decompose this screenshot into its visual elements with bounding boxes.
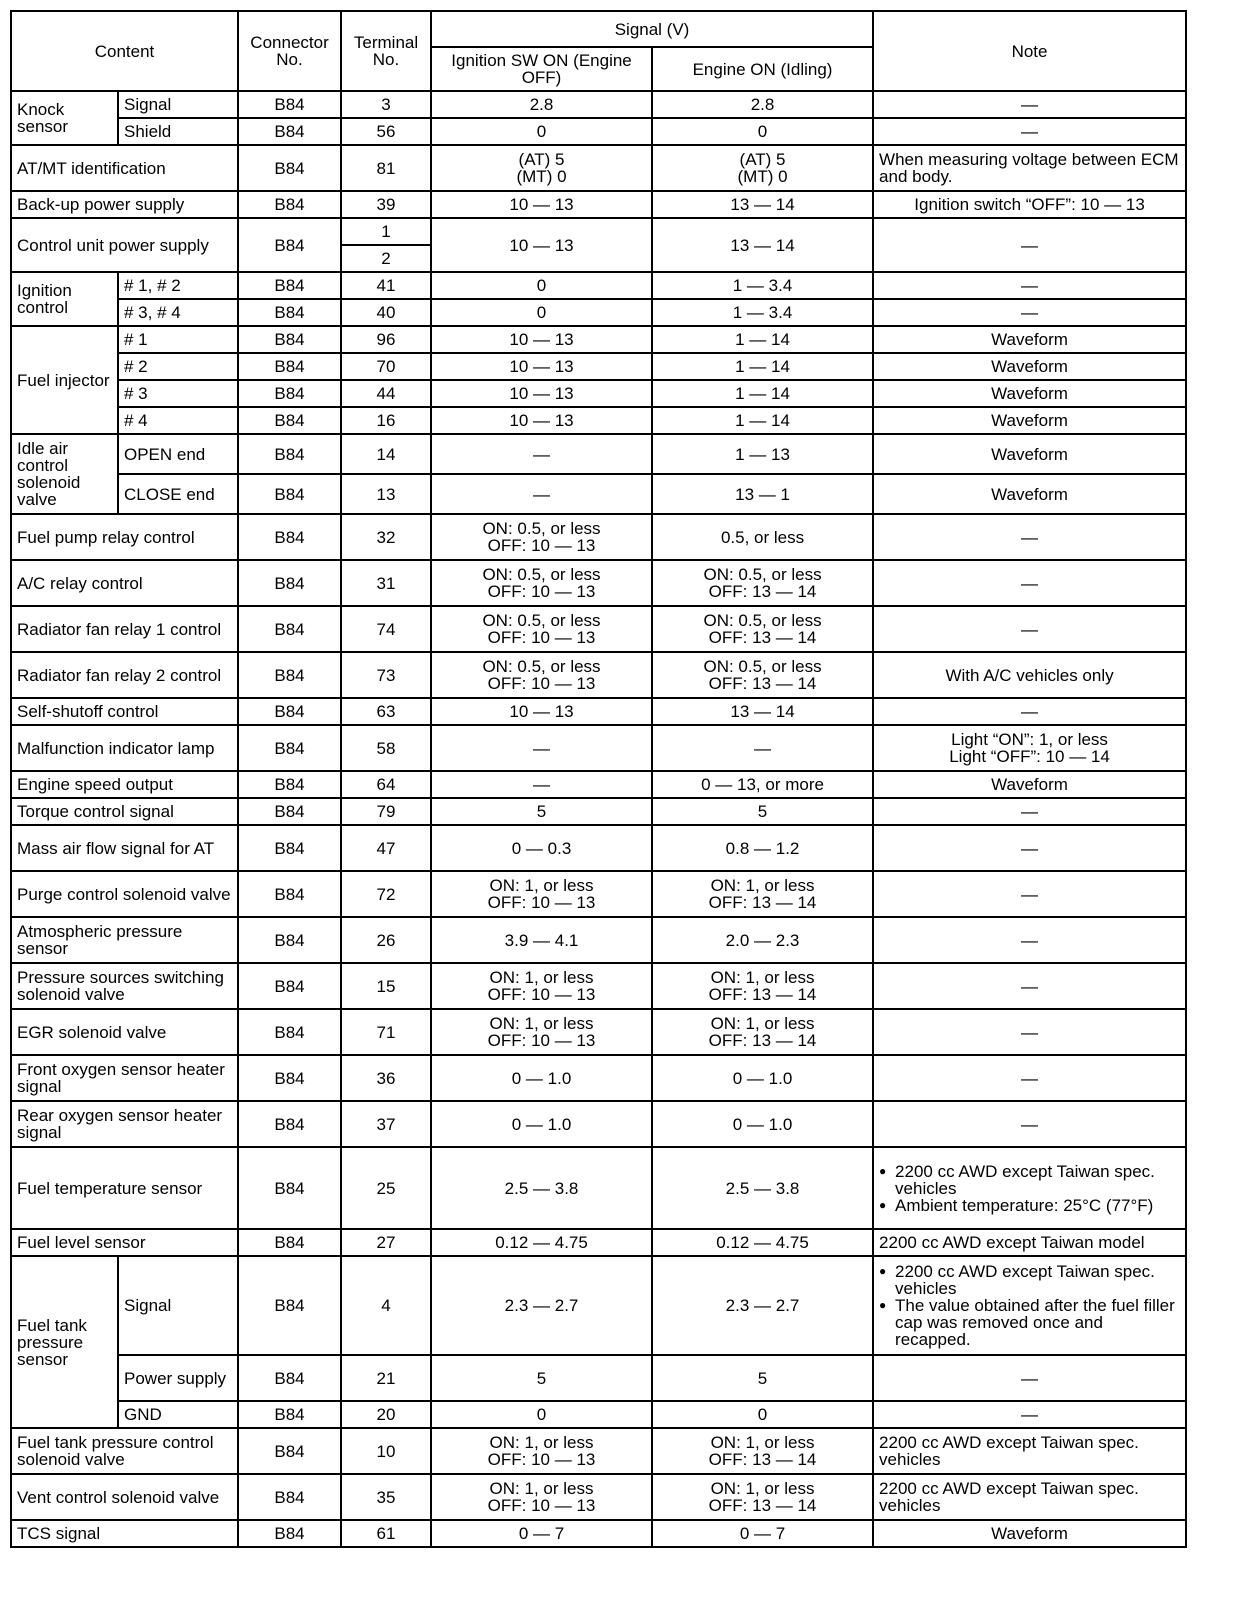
- terminal-cell: 39: [341, 191, 431, 218]
- terminal-cell: 20: [341, 1401, 431, 1428]
- ignition-on-value: 0 — 7: [431, 1520, 652, 1547]
- connector-cell: B84: [238, 771, 341, 798]
- engine-on-value: 2.5 — 3.8: [652, 1147, 873, 1229]
- connector-cell: B84: [238, 1355, 341, 1401]
- table-row: [11, 1229, 1186, 1256]
- table-row: [11, 1256, 1186, 1355]
- connector-cell: B84: [238, 652, 341, 698]
- content-cell: Engine speed output: [11, 771, 238, 798]
- table-row: [11, 218, 1186, 245]
- note-cell: —: [873, 698, 1186, 725]
- note-cell: —: [873, 299, 1186, 326]
- ignition-on-value: 0: [431, 299, 652, 326]
- group-cell: Knock sensor: [11, 91, 118, 145]
- table-row: [11, 825, 1186, 871]
- sub-item-cell: Power supply: [118, 1355, 238, 1401]
- header-engine-on: Engine ON (Idling): [652, 47, 873, 91]
- table-row: [11, 1474, 1186, 1520]
- engine-on-value: 1 — 13: [652, 434, 873, 474]
- ignition-on-value: 2.3 — 2.7: [431, 1256, 652, 1355]
- engine-on-value: 13 — 14: [652, 218, 873, 272]
- ignition-on-value: 0 — 1.0: [431, 1101, 652, 1147]
- group-cell: Idle air control solenoid valve: [11, 434, 118, 514]
- ignition-on-value: 5: [431, 1355, 652, 1401]
- header-note: Note: [873, 11, 1186, 91]
- group-cell: Fuel injector: [11, 326, 118, 434]
- terminal-cell: 31: [341, 560, 431, 606]
- ecm-terminal-table: [10, 10, 1187, 1548]
- table-row: [11, 514, 1186, 560]
- terminal-cell: 16: [341, 407, 431, 434]
- note-list: [879, 1263, 1180, 1348]
- note-cell: —: [873, 606, 1186, 652]
- engine-on-value: ON: 1, or less OFF: 13 — 14: [652, 1428, 873, 1474]
- connector-cell: B84: [238, 1055, 341, 1101]
- sub-item-cell: # 3: [118, 380, 238, 407]
- terminal-cell: 56: [341, 118, 431, 145]
- connector-cell: B84: [238, 1101, 341, 1147]
- terminal-cell: 21: [341, 1355, 431, 1401]
- connector-cell: B84: [238, 272, 341, 299]
- note-cell: —: [873, 514, 1186, 560]
- terminal-cell: 4: [341, 1256, 431, 1355]
- connector-cell: B84: [238, 917, 341, 963]
- ignition-on-value: 0: [431, 1401, 652, 1428]
- connector-cell: B84: [238, 434, 341, 474]
- connector-cell: B84: [238, 606, 341, 652]
- note-cell: —: [873, 825, 1186, 871]
- ignition-on-value: (AT) 5 (MT) 0: [431, 145, 652, 191]
- content-cell: TCS signal: [11, 1520, 238, 1547]
- table-row: [11, 407, 1186, 434]
- terminal-cell: 40: [341, 299, 431, 326]
- table-row: [11, 1401, 1186, 1428]
- terminal-cell: 41: [341, 272, 431, 299]
- terminal-cell: 72: [341, 871, 431, 917]
- ignition-on-value: ON: 1, or less OFF: 10 — 13: [431, 1428, 652, 1474]
- ignition-on-value: 5: [431, 798, 652, 825]
- note-cell: 2200 cc AWD except Taiwan spec. vehicles: [873, 1428, 1186, 1474]
- note-list-item: ● 2200 cc AWD except Taiwan spec. vehicles: [879, 1263, 1180, 1297]
- note-cell: Light “ON”: 1, or less Light “OFF”: 10 — 14: [873, 725, 1186, 771]
- sub-item-cell: GND: [118, 1401, 238, 1428]
- table-row: [11, 1009, 1186, 1055]
- table-row: [11, 606, 1186, 652]
- connector-cell: B84: [238, 353, 341, 380]
- table-row: [11, 1147, 1186, 1229]
- connector-cell: B84: [238, 118, 341, 145]
- engine-on-value: 13 — 1: [652, 474, 873, 514]
- note-cell: —: [873, 1009, 1186, 1055]
- note-cell: —: [873, 1101, 1186, 1147]
- terminal-cell: 2: [341, 245, 431, 272]
- note-cell: —: [873, 560, 1186, 606]
- sub-item-cell: # 4: [118, 407, 238, 434]
- ignition-on-value: —: [431, 725, 652, 771]
- content-cell: Fuel level sensor: [11, 1229, 238, 1256]
- connector-cell: B84: [238, 1428, 341, 1474]
- connector-cell: B84: [238, 963, 341, 1009]
- header-terminal-no: Terminal No.: [341, 11, 431, 91]
- ignition-on-value: ON: 1, or less OFF: 10 — 13: [431, 963, 652, 1009]
- terminal-cell: 14: [341, 434, 431, 474]
- content-cell: Malfunction indicator lamp: [11, 725, 238, 771]
- table-row: [11, 1055, 1186, 1101]
- table-header: [11, 11, 1186, 91]
- content-cell: Purge control solenoid valve: [11, 871, 238, 917]
- engine-on-value: ON: 1, or less OFF: 13 — 14: [652, 871, 873, 917]
- engine-on-value: 1 — 14: [652, 326, 873, 353]
- ignition-on-value: 10 — 13: [431, 698, 652, 725]
- ignition-on-value: 10 — 13: [431, 191, 652, 218]
- content-cell: Radiator fan relay 2 control: [11, 652, 238, 698]
- table-row: [11, 272, 1186, 299]
- ignition-on-value: 0 — 0.3: [431, 825, 652, 871]
- engine-on-value: 2.0 — 2.3: [652, 917, 873, 963]
- engine-on-value: (AT) 5 (MT) 0: [652, 145, 873, 191]
- engine-on-value: ON: 0.5, or less OFF: 13 — 14: [652, 652, 873, 698]
- connector-cell: B84: [238, 1229, 341, 1256]
- note-cell: Waveform: [873, 353, 1186, 380]
- engine-on-value: 0 — 13, or more: [652, 771, 873, 798]
- table-row: [11, 299, 1186, 326]
- content-cell: Control unit power supply: [11, 218, 238, 272]
- ignition-on-value: 10 — 13: [431, 326, 652, 353]
- note-cell: Waveform: [873, 1520, 1186, 1547]
- note-list-item: ● The value obtained after the fuel filler cap was removed once and recapped.: [879, 1297, 1180, 1348]
- ignition-on-value: 10 — 13: [431, 353, 652, 380]
- content-cell: EGR solenoid valve: [11, 1009, 238, 1055]
- sub-item-cell: # 3, # 4: [118, 299, 238, 326]
- ignition-on-value: ON: 1, or less OFF: 10 — 13: [431, 871, 652, 917]
- engine-on-value: 1 — 14: [652, 380, 873, 407]
- note-list-item: ● 2200 cc AWD except Taiwan spec. vehicles: [879, 1163, 1180, 1197]
- connector-cell: B84: [238, 1147, 341, 1229]
- content-cell: Atmospheric pressure sensor: [11, 917, 238, 963]
- terminal-cell: 79: [341, 798, 431, 825]
- connector-cell: B84: [238, 326, 341, 353]
- connector-cell: B84: [238, 91, 341, 118]
- engine-on-value: —: [652, 725, 873, 771]
- engine-on-value: 0: [652, 118, 873, 145]
- ignition-on-value: ON: 0.5, or less OFF: 10 — 13: [431, 652, 652, 698]
- header-ignition-sw-on: Ignition SW ON (Engine OFF): [431, 47, 652, 91]
- note-cell: When measuring voltage between ECM and body.: [873, 145, 1186, 191]
- connector-cell: B84: [238, 1520, 341, 1547]
- note-cell: With A/C vehicles only: [873, 652, 1186, 698]
- sub-item-cell: # 2: [118, 353, 238, 380]
- engine-on-value: 0.8 — 1.2: [652, 825, 873, 871]
- connector-cell: B84: [238, 299, 341, 326]
- sub-item-cell: # 1, # 2: [118, 272, 238, 299]
- connector-cell: B84: [238, 191, 341, 218]
- ignition-on-value: 0.12 — 4.75: [431, 1229, 652, 1256]
- header-connector-no: Connector No.: [238, 11, 341, 91]
- engine-on-value: ON: 1, or less OFF: 13 — 14: [652, 1009, 873, 1055]
- note-cell: —: [873, 118, 1186, 145]
- table-row: [11, 725, 1186, 771]
- content-cell: Mass air flow signal for AT: [11, 825, 238, 871]
- terminal-cell: 70: [341, 353, 431, 380]
- ignition-on-value: —: [431, 771, 652, 798]
- table-row: [11, 798, 1186, 825]
- terminal-cell: 73: [341, 652, 431, 698]
- table-row: [11, 326, 1186, 353]
- table-row: [11, 1101, 1186, 1147]
- connector-cell: B84: [238, 1256, 341, 1355]
- terminal-cell: 25: [341, 1147, 431, 1229]
- connector-cell: B84: [238, 1474, 341, 1520]
- note-list: [879, 1163, 1180, 1214]
- sub-item-cell: OPEN end: [118, 434, 238, 474]
- table-row: [11, 771, 1186, 798]
- table-row: [11, 145, 1186, 191]
- table-row: [11, 652, 1186, 698]
- engine-on-value: 5: [652, 1355, 873, 1401]
- note-cell: Waveform: [873, 326, 1186, 353]
- content-cell: Radiator fan relay 1 control: [11, 606, 238, 652]
- engine-on-value: 13 — 14: [652, 191, 873, 218]
- connector-cell: B84: [238, 1009, 341, 1055]
- terminal-cell: 64: [341, 771, 431, 798]
- terminal-cell: 37: [341, 1101, 431, 1147]
- header-content: Content: [11, 11, 238, 91]
- table-row: [11, 1355, 1186, 1401]
- ignition-on-value: 3.9 — 4.1: [431, 917, 652, 963]
- note-cell: —: [873, 1401, 1186, 1428]
- connector-cell: B84: [238, 825, 341, 871]
- content-cell: Fuel temperature sensor: [11, 1147, 238, 1229]
- note-cell: Waveform: [873, 771, 1186, 798]
- engine-on-value: 0.5, or less: [652, 514, 873, 560]
- group-cell: Fuel tank pressure sensor: [11, 1256, 118, 1428]
- connector-cell: B84: [238, 407, 341, 434]
- connector-cell: B84: [238, 798, 341, 825]
- engine-on-value: ON: 0.5, or less OFF: 13 — 14: [652, 606, 873, 652]
- engine-on-value: 2.3 — 2.7: [652, 1256, 873, 1355]
- connector-cell: B84: [238, 698, 341, 725]
- ignition-on-value: —: [431, 434, 652, 474]
- ignition-on-value: ON: 0.5, or less OFF: 10 — 13: [431, 514, 652, 560]
- content-cell: Torque control signal: [11, 798, 238, 825]
- terminal-cell: 47: [341, 825, 431, 871]
- ignition-on-value: ON: 1, or less OFF: 10 — 13: [431, 1474, 652, 1520]
- terminal-cell: 13: [341, 474, 431, 514]
- note-cell: Ignition switch “OFF”: 10 — 13: [873, 191, 1186, 218]
- note-list-item: ● Ambient temperature: 25°C (77°F): [879, 1197, 1180, 1214]
- content-cell: Fuel pump relay control: [11, 514, 238, 560]
- terminal-cell: 63: [341, 698, 431, 725]
- note-cell: —: [873, 91, 1186, 118]
- note-cell: 2200 cc AWD except Taiwan spec. vehicles: [873, 1474, 1186, 1520]
- note-cell: —: [873, 963, 1186, 1009]
- table-row: [11, 917, 1186, 963]
- ecm-terminal-table-sheet: [10, 10, 1187, 1548]
- table-row: [11, 434, 1186, 474]
- note-cell: 2200 cc AWD except Taiwan model: [873, 1229, 1186, 1256]
- engine-on-value: ON: 1, or less OFF: 13 — 14: [652, 963, 873, 1009]
- ignition-on-value: ON: 0.5, or less OFF: 10 — 13: [431, 560, 652, 606]
- note-cell: Waveform: [873, 474, 1186, 514]
- table-row: [11, 353, 1186, 380]
- terminal-cell: 15: [341, 963, 431, 1009]
- terminal-cell: 58: [341, 725, 431, 771]
- engine-on-value: ON: 0.5, or less OFF: 13 — 14: [652, 560, 873, 606]
- terminal-cell: 10: [341, 1428, 431, 1474]
- engine-on-value: 5: [652, 798, 873, 825]
- terminal-cell: 61: [341, 1520, 431, 1547]
- note-cell: [873, 1256, 1186, 1355]
- engine-on-value: 1 — 14: [652, 407, 873, 434]
- connector-cell: B84: [238, 218, 341, 272]
- ignition-on-value: 0: [431, 272, 652, 299]
- ignition-on-value: ON: 1, or less OFF: 10 — 13: [431, 1009, 652, 1055]
- terminal-cell: 36: [341, 1055, 431, 1101]
- sub-item-cell: Shield: [118, 118, 238, 145]
- terminal-cell: 44: [341, 380, 431, 407]
- table-row: [11, 698, 1186, 725]
- engine-on-value: 1 — 3.4: [652, 299, 873, 326]
- note-cell: —: [873, 218, 1186, 272]
- content-cell: Back-up power supply: [11, 191, 238, 218]
- engine-on-value: 1 — 14: [652, 353, 873, 380]
- group-cell: Ignition control: [11, 272, 118, 326]
- table-row: [11, 118, 1186, 145]
- note-cell: —: [873, 272, 1186, 299]
- table-row: [11, 871, 1186, 917]
- engine-on-value: 2.8: [652, 91, 873, 118]
- note-cell: Waveform: [873, 380, 1186, 407]
- terminal-cell: 71: [341, 1009, 431, 1055]
- content-cell: Self-shutoff control: [11, 698, 238, 725]
- content-cell: Fuel tank pressure control solenoid valve: [11, 1428, 238, 1474]
- engine-on-value: ON: 1, or less OFF: 13 — 14: [652, 1474, 873, 1520]
- connector-cell: B84: [238, 145, 341, 191]
- terminal-cell: 3: [341, 91, 431, 118]
- sub-item-cell: # 1: [118, 326, 238, 353]
- engine-on-value: 13 — 14: [652, 698, 873, 725]
- content-cell: A/C relay control: [11, 560, 238, 606]
- sub-item-cell: Signal: [118, 1256, 238, 1355]
- table-row: [11, 91, 1186, 118]
- table-row: [11, 1520, 1186, 1547]
- note-cell: —: [873, 1055, 1186, 1101]
- content-cell: Vent control solenoid valve: [11, 1474, 238, 1520]
- engine-on-value: 0.12 — 4.75: [652, 1229, 873, 1256]
- ignition-on-value: 0: [431, 118, 652, 145]
- table-row: [11, 474, 1186, 514]
- engine-on-value: 0 — 1.0: [652, 1101, 873, 1147]
- ignition-on-value: 2.8: [431, 91, 652, 118]
- sub-item-cell: Signal: [118, 91, 238, 118]
- engine-on-value: 0: [652, 1401, 873, 1428]
- note-cell: —: [873, 798, 1186, 825]
- terminal-cell: 74: [341, 606, 431, 652]
- ignition-on-value: 10 — 13: [431, 407, 652, 434]
- note-cell: —: [873, 917, 1186, 963]
- connector-cell: B84: [238, 380, 341, 407]
- table-row: [11, 191, 1186, 218]
- note-cell: Waveform: [873, 434, 1186, 474]
- engine-on-value: 0 — 1.0: [652, 1055, 873, 1101]
- sub-item-cell: CLOSE end: [118, 474, 238, 514]
- terminal-cell: 35: [341, 1474, 431, 1520]
- ignition-on-value: 10 — 13: [431, 218, 652, 272]
- connector-cell: B84: [238, 514, 341, 560]
- ignition-on-value: 0 — 1.0: [431, 1055, 652, 1101]
- table-row: [11, 380, 1186, 407]
- table-row: [11, 1428, 1186, 1474]
- header-signal-v: Signal (V): [431, 11, 873, 47]
- engine-on-value: 0 — 7: [652, 1520, 873, 1547]
- content-cell: Pressure sources switching solenoid valve: [11, 963, 238, 1009]
- content-cell: Front oxygen sensor heater signal: [11, 1055, 238, 1101]
- content-cell: AT/MT identification: [11, 145, 238, 191]
- connector-cell: B84: [238, 871, 341, 917]
- note-cell: Waveform: [873, 407, 1186, 434]
- note-cell: [873, 1147, 1186, 1229]
- engine-on-value: 1 — 3.4: [652, 272, 873, 299]
- terminal-cell: 81: [341, 145, 431, 191]
- content-cell: Rear oxygen sensor heater signal: [11, 1101, 238, 1147]
- ignition-on-value: —: [431, 474, 652, 514]
- terminal-cell: 1: [341, 218, 431, 245]
- note-cell: —: [873, 1355, 1186, 1401]
- terminal-cell: 26: [341, 917, 431, 963]
- note-cell: —: [873, 871, 1186, 917]
- connector-cell: B84: [238, 560, 341, 606]
- ignition-on-value: ON: 0.5, or less OFF: 10 — 13: [431, 606, 652, 652]
- table-row: [11, 963, 1186, 1009]
- connector-cell: B84: [238, 725, 341, 771]
- terminal-cell: 32: [341, 514, 431, 560]
- table-row: [11, 560, 1186, 606]
- connector-cell: B84: [238, 474, 341, 514]
- ignition-on-value: 2.5 — 3.8: [431, 1147, 652, 1229]
- connector-cell: B84: [238, 1401, 341, 1428]
- terminal-cell: 96: [341, 326, 431, 353]
- ignition-on-value: 10 — 13: [431, 380, 652, 407]
- table-body: [11, 91, 1186, 1547]
- terminal-cell: 27: [341, 1229, 431, 1256]
